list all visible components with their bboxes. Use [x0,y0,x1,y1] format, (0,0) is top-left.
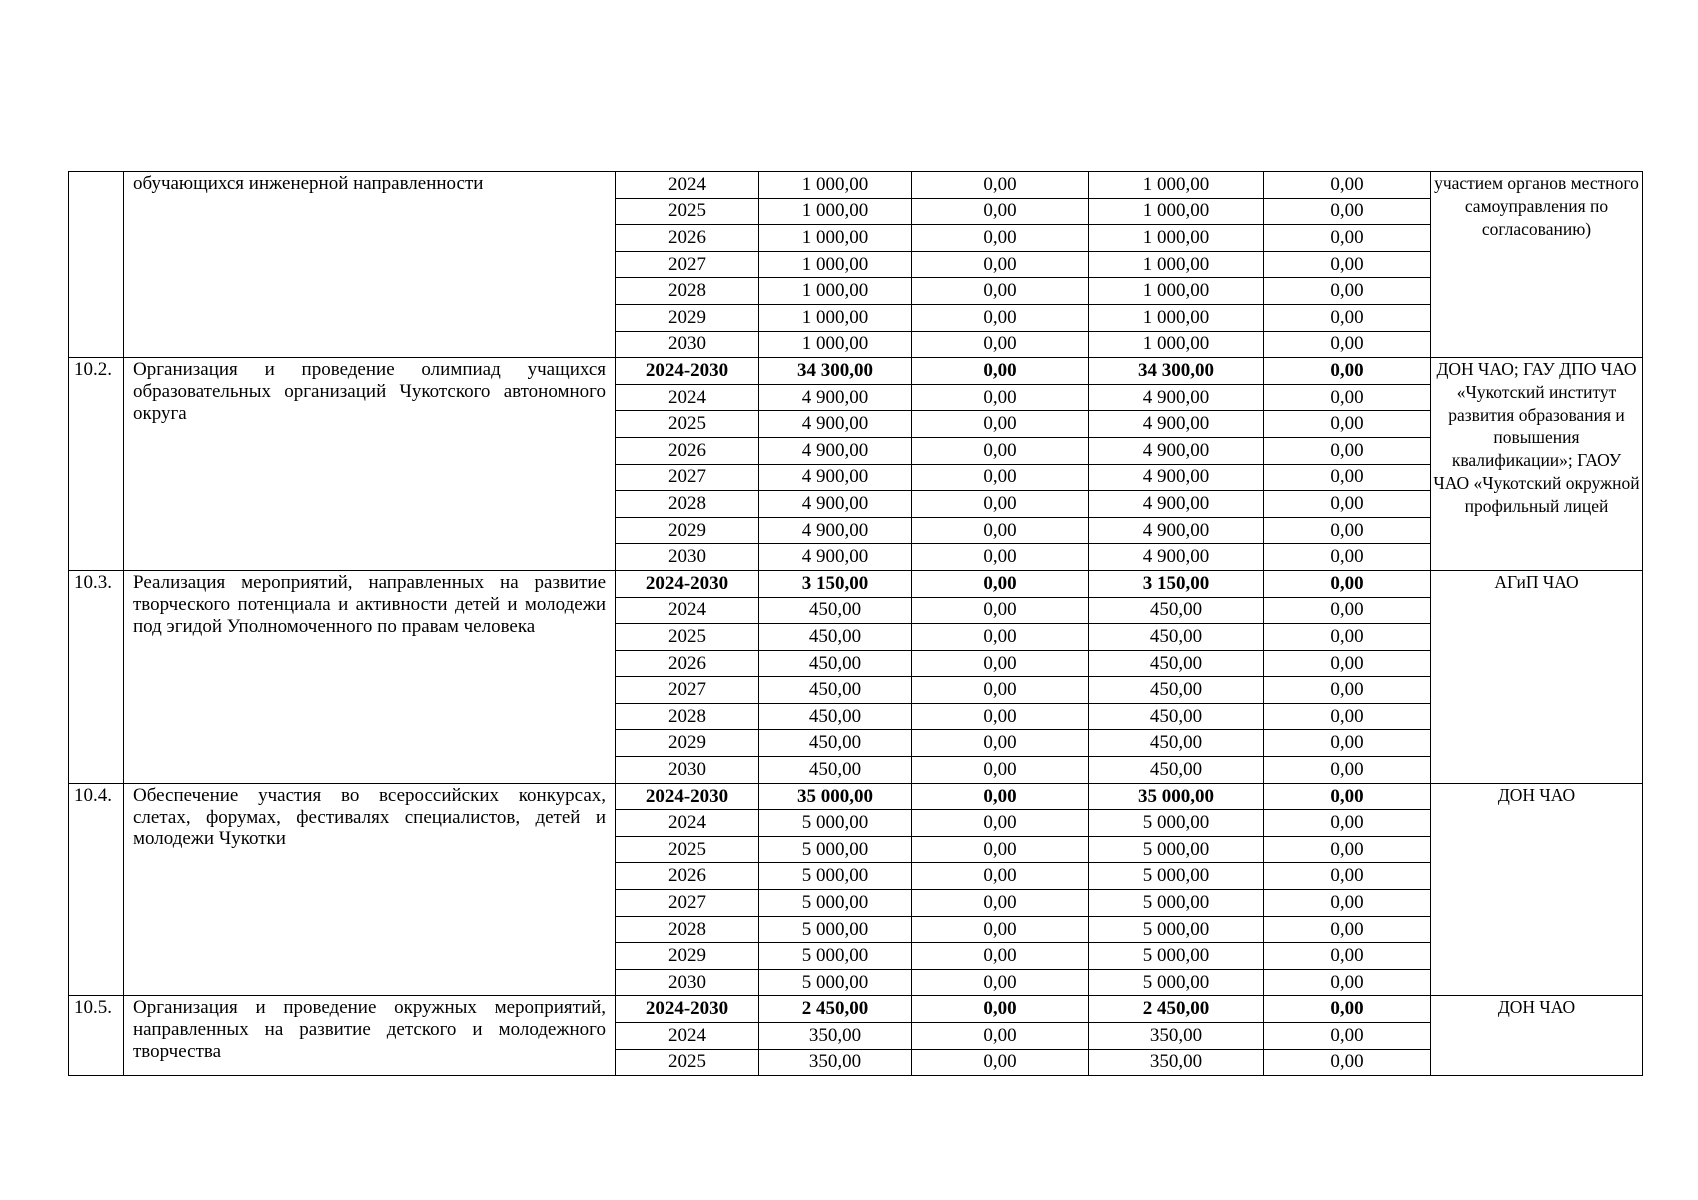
period-cell: 2024 [616,384,759,411]
period-cell: 2029 [616,730,759,757]
total-amount-cell: 5 000,00 [759,890,912,917]
funding-cell: 0,00 [912,624,1089,651]
funding-cell: 0,00 [1264,491,1431,518]
total-amount-cell: 450,00 [759,703,912,730]
funding-cell: 0,00 [1264,1049,1431,1076]
funding-cell: 35 000,00 [1089,783,1264,810]
period-cell: 2025 [616,411,759,438]
total-amount-cell: 4 900,00 [759,464,912,491]
funding-cell: 0,00 [1264,225,1431,252]
period-cell: 2024-2030 [616,570,759,597]
funding-cell: 0,00 [1264,597,1431,624]
period-cell: 2024 [616,810,759,837]
period-cell: 2028 [616,916,759,943]
funding-cell: 450,00 [1089,703,1264,730]
funding-cell: 0,00 [912,358,1089,385]
funding-cell: 0,00 [1264,544,1431,571]
funding-cell: 5 000,00 [1089,890,1264,917]
funding-cell: 2 450,00 [1089,996,1264,1023]
item-name: обучающихся инженерной направленности [124,172,616,358]
funding-cell: 0,00 [912,810,1089,837]
total-amount-cell: 5 000,00 [759,943,912,970]
funding-cell: 0,00 [1264,517,1431,544]
item-number [69,172,124,358]
total-amount-cell: 5 000,00 [759,969,912,996]
funding-cell: 0,00 [1264,677,1431,704]
total-amount-cell: 1 000,00 [759,225,912,252]
period-cell: 2030 [616,757,759,784]
funding-cell: 1 000,00 [1089,198,1264,225]
item-name: Обеспечение участия во всероссийских конкурсах, слетах, форумах, фестивалях специалистов, детей и молодежи Чукотки [124,783,616,996]
funding-cell: 0,00 [912,597,1089,624]
funding-cell: 0,00 [1264,411,1431,438]
period-cell: 2028 [616,278,759,305]
total-amount-cell: 5 000,00 [759,916,912,943]
funding-cell: 0,00 [1264,251,1431,278]
funding-cell: 1 000,00 [1089,251,1264,278]
funding-cell: 0,00 [912,304,1089,331]
table-body [69,172,1643,1076]
period-cell: 2030 [616,544,759,571]
funding-cell: 0,00 [912,251,1089,278]
total-amount-cell: 1 000,00 [759,172,912,199]
funding-cell: 4 900,00 [1089,544,1264,571]
item-number: 10.5. [69,996,124,1076]
funding-cell: 5 000,00 [1089,810,1264,837]
funding-cell: 450,00 [1089,757,1264,784]
total-amount-cell: 450,00 [759,757,912,784]
funding-cell: 0,00 [912,331,1089,358]
funding-cell: 0,00 [1264,570,1431,597]
total-amount-cell: 450,00 [759,730,912,757]
table-row [69,996,1643,1023]
total-amount-cell: 450,00 [759,650,912,677]
funding-cell: 0,00 [1264,783,1431,810]
funding-cell: 0,00 [912,517,1089,544]
total-amount-cell: 3 150,00 [759,570,912,597]
funding-cell: 5 000,00 [1089,916,1264,943]
period-cell: 2027 [616,464,759,491]
funding-cell: 5 000,00 [1089,969,1264,996]
period-cell: 2024 [616,1023,759,1050]
funding-cell: 0,00 [1264,969,1431,996]
funding-cell: 450,00 [1089,597,1264,624]
funding-cell: 450,00 [1089,650,1264,677]
period-cell: 2030 [616,331,759,358]
period-cell: 2026 [616,650,759,677]
total-amount-cell: 1 000,00 [759,198,912,225]
period-cell: 2027 [616,677,759,704]
funding-cell: 0,00 [912,437,1089,464]
funding-cell: 450,00 [1089,730,1264,757]
total-amount-cell: 5 000,00 [759,836,912,863]
total-amount-cell: 4 900,00 [759,491,912,518]
total-amount-cell: 5 000,00 [759,863,912,890]
funding-cell: 0,00 [1264,703,1431,730]
funding-cell: 0,00 [1264,757,1431,784]
funding-cell: 0,00 [912,225,1089,252]
total-amount-cell: 2 450,00 [759,996,912,1023]
funding-cell: 0,00 [912,411,1089,438]
total-amount-cell: 4 900,00 [759,384,912,411]
period-cell: 2024 [616,597,759,624]
funding-cell: 0,00 [912,836,1089,863]
period-cell: 2029 [616,943,759,970]
total-amount-cell: 1 000,00 [759,278,912,305]
executor-cell: ДОН ЧАО [1431,783,1643,996]
total-amount-cell: 35 000,00 [759,783,912,810]
funding-cell: 4 900,00 [1089,491,1264,518]
funding-cell: 1 000,00 [1089,304,1264,331]
funding-cell: 5 000,00 [1089,836,1264,863]
funding-cell: 0,00 [1264,836,1431,863]
period-cell: 2026 [616,863,759,890]
funding-cell: 0,00 [1264,624,1431,651]
item-name: Организация и проведение олимпиад учащихся образовательных организаций Чукотского автономного округа [124,358,616,571]
funding-cell: 1 000,00 [1089,331,1264,358]
total-amount-cell: 1 000,00 [759,304,912,331]
period-cell: 2026 [616,437,759,464]
funding-cell: 0,00 [912,491,1089,518]
funding-cell: 0,00 [1264,916,1431,943]
total-amount-cell: 350,00 [759,1023,912,1050]
funding-cell: 0,00 [912,757,1089,784]
total-amount-cell: 450,00 [759,624,912,651]
total-amount-cell: 450,00 [759,597,912,624]
period-cell: 2024-2030 [616,996,759,1023]
funding-cell: 5 000,00 [1089,863,1264,890]
period-cell: 2024-2030 [616,783,759,810]
funding-cell: 0,00 [1264,198,1431,225]
executor-cell: ДОН ЧАО [1431,996,1643,1076]
funding-cell: 0,00 [1264,1023,1431,1050]
funding-cell: 0,00 [1264,437,1431,464]
item-name: Организация и проведение окружных мероприятий, направленных на развитие детского и молодежного творчества [124,996,616,1076]
period-cell: 2028 [616,703,759,730]
funding-cell: 350,00 [1089,1023,1264,1050]
funding-cell: 350,00 [1089,1049,1264,1076]
funding-cell: 0,00 [912,198,1089,225]
period-cell: 2030 [616,969,759,996]
program-activities-table [68,171,1643,1076]
funding-cell: 0,00 [912,783,1089,810]
funding-cell: 0,00 [912,996,1089,1023]
period-cell: 2025 [616,624,759,651]
funding-cell: 0,00 [1264,810,1431,837]
funding-cell: 1 000,00 [1089,278,1264,305]
period-cell: 2025 [616,1049,759,1076]
funding-cell: 0,00 [1264,304,1431,331]
funding-cell: 0,00 [912,1049,1089,1076]
period-cell: 2029 [616,517,759,544]
funding-cell: 4 900,00 [1089,411,1264,438]
total-amount-cell: 450,00 [759,677,912,704]
funding-cell: 0,00 [912,172,1089,199]
funding-cell: 0,00 [912,969,1089,996]
total-amount-cell: 4 900,00 [759,544,912,571]
funding-cell: 0,00 [912,278,1089,305]
funding-cell: 0,00 [912,544,1089,571]
item-number: 10.2. [69,358,124,571]
item-number: 10.3. [69,570,124,783]
funding-cell: 4 900,00 [1089,517,1264,544]
total-amount-cell: 5 000,00 [759,810,912,837]
funding-cell: 0,00 [1264,996,1431,1023]
funding-cell: 0,00 [912,570,1089,597]
funding-cell: 4 900,00 [1089,464,1264,491]
funding-cell: 0,00 [1264,358,1431,385]
funding-cell: 0,00 [1264,890,1431,917]
period-cell: 2028 [616,491,759,518]
funding-cell: 0,00 [1264,464,1431,491]
funding-cell: 0,00 [1264,650,1431,677]
funding-cell: 450,00 [1089,624,1264,651]
funding-cell: 4 900,00 [1089,384,1264,411]
total-amount-cell: 1 000,00 [759,331,912,358]
table-row [69,783,1643,810]
funding-cell: 0,00 [1264,943,1431,970]
table-row [69,570,1643,597]
funding-cell: 0,00 [912,730,1089,757]
funding-cell: 0,00 [912,677,1089,704]
total-amount-cell: 4 900,00 [759,517,912,544]
total-amount-cell: 350,00 [759,1049,912,1076]
funding-cell: 0,00 [912,916,1089,943]
funding-cell: 0,00 [1264,384,1431,411]
funding-cell: 1 000,00 [1089,225,1264,252]
funding-cell: 0,00 [1264,278,1431,305]
total-amount-cell: 34 300,00 [759,358,912,385]
item-number: 10.4. [69,783,124,996]
period-cell: 2024-2030 [616,358,759,385]
period-cell: 2027 [616,251,759,278]
total-amount-cell: 1 000,00 [759,251,912,278]
funding-cell: 0,00 [912,863,1089,890]
funding-cell: 0,00 [912,703,1089,730]
executor-cell: ДОН ЧАО; ГАУ ДПО ЧАО «Чукотский институт развития образования и повышения квалификации»; ГАОУ ЧАО «Чукотский окружной профильный лицей [1431,358,1643,571]
funding-cell: 0,00 [912,650,1089,677]
executor-cell: участием органов местного самоуправления по согласованию) [1431,172,1643,358]
funding-cell: 4 900,00 [1089,437,1264,464]
period-cell: 2027 [616,890,759,917]
funding-cell: 0,00 [912,384,1089,411]
funding-cell: 34 300,00 [1089,358,1264,385]
funding-cell: 0,00 [912,890,1089,917]
period-cell: 2025 [616,836,759,863]
funding-cell: 0,00 [1264,730,1431,757]
period-cell: 2026 [616,225,759,252]
funding-cell: 1 000,00 [1089,172,1264,199]
funding-cell: 0,00 [912,464,1089,491]
funding-cell: 0,00 [1264,172,1431,199]
period-cell: 2024 [616,172,759,199]
funding-cell: 0,00 [912,943,1089,970]
executor-cell: АГиП ЧАО [1431,570,1643,783]
total-amount-cell: 4 900,00 [759,411,912,438]
table-row [69,358,1643,385]
period-cell: 2029 [616,304,759,331]
table-row [69,172,1643,199]
funding-cell: 0,00 [912,1023,1089,1050]
item-name: Реализация мероприятий, направленных на развитие творческого потенциала и активности детей и молодежи под эгидой Уполномоченного по правам человека [124,570,616,783]
funding-cell: 450,00 [1089,677,1264,704]
funding-cell: 0,00 [1264,331,1431,358]
period-cell: 2025 [616,198,759,225]
total-amount-cell: 4 900,00 [759,437,912,464]
funding-cell: 5 000,00 [1089,943,1264,970]
funding-cell: 3 150,00 [1089,570,1264,597]
funding-cell: 0,00 [1264,863,1431,890]
